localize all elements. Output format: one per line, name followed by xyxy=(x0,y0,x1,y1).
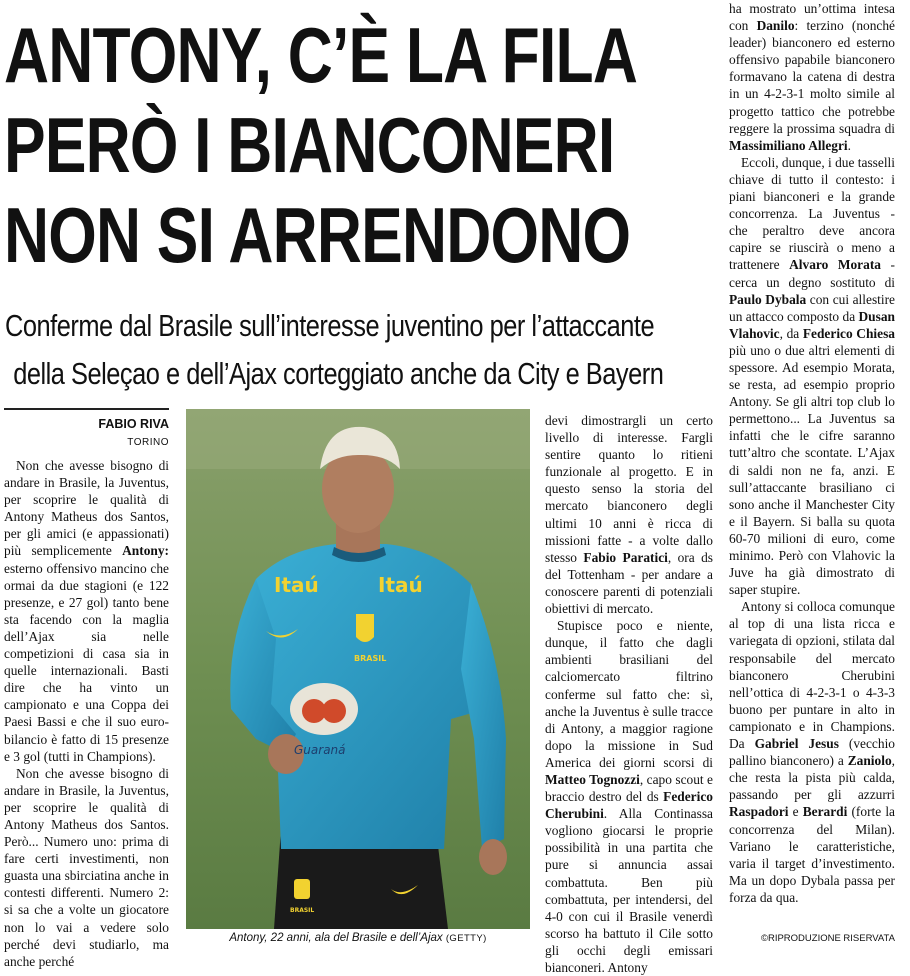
headline-line-1: ANTONY, C’È LA FILA xyxy=(4,11,638,99)
copyright-notice: ©RIPRODUZIONE RISERVATA xyxy=(760,933,895,944)
article-photo xyxy=(186,409,530,929)
headline-line-2: PERÒ I BIANCONERI xyxy=(4,101,615,189)
paragraph: devi dimostrargli un certo livello di interesse. Fargli sentire quanto lo ritieni funzionale al progetto. E in questo senso la storia del mercato bianconero degli ultimi 10 anni è ricca di missioni fatte - a volte dallo stesso Fabio Paratici, ora ds del Tottenham - per andare a conoscere parenti di potenziali obiettivi di mercato. xyxy=(545,413,713,617)
jersey-sponsor-guarana: Guaraná xyxy=(294,743,346,757)
shorts-brasil-text: BRASIL xyxy=(290,907,315,914)
article-column-1 xyxy=(4,457,169,970)
paragraph: ha mostrato un’ottima intesa con Danilo: terzino (nonché leader) bianconero ed esterno offensivo papabile bianconero formavano la catena di destra in un 4-2-3-1 molto simile al progetto tattico che potrebbe reggere la prossima squadra di Massimiliano Allegri. xyxy=(729,1,895,153)
paragraph: Stupisce poco e niente, dunque, il fatto che dagli ambienti brasiliani del calciomercato filtrino conferme sul fatto che: sì, anche la Juventus è sulle tracce di Antony, a maggior ragione dopo la missione in Sud America dei giorni scorsi di Matteo Tognozzi, capo scout e braccio destro del ds Federico Cherubini. Alla Continassa vogliono giocarsi le proprie possibilità in una partita che pure si annuncia assai combattuta. Ben più combattuta, per intendersi, del 4-0 con cui il Brasile venerdì scorso ha battuto il Cile sotto gli occhi degli emissari bianconeri. Antony xyxy=(545,618,713,975)
jersey-sponsor-right: Itaú xyxy=(378,573,423,597)
headline-line-3: NON SI ARRENDONO xyxy=(4,191,631,279)
paragraph: Antony si colloca comunque al top di una lista ricca e variegata di opzioni, stilata dal responsabile del mercato bianconero Cherubini nell’ottica di 4-2-3-1 o 4-3-3 buono per puntare in alto in campionato e in Champions. Da Gabriel Jesus (vecchio pallino bianconero) a Zaniolo, che resta la pista più calda, passando per gli azzurri Raspadori e Berardi (forte la concorrenza del Milan). Variano le caratteristiche, varia il target d’investimento. Ma un dopo Dybala passa per forza da qua. xyxy=(729,599,895,905)
photo-caption: Antony, 22 anni, ala del Brasile e dell’Ajax (GETTY) xyxy=(229,932,487,944)
paragraph: Non che avesse bisogno di andare in Brasile, la Juventus, per scoprire le qualità di Antony Matheus dos Santos, per gli amici (e appassionati) più semplicemente Antony: esterno offensivo mancino che ormai da due stagioni (e 122 presenze, e 27 gol) tanto bene sta facendo con la maglia dell’Ajax sia nelle competizioni di casa sia in quelle internazionali. Basti dire che ha vinto un campionato e una Coppa dei Paesi Bassi e che il suo euro-bilancio è fatto di 15 presenze e 3 gol (tutti in Champions). xyxy=(4,458,169,764)
paragraph: Eccoli, dunque, i due tasselli chiave di tutto il contesto: i piani bianconeri e la grande concorrenza. La Juventus - che peraltro deve ancora capire se riuscirà o meno a trattenere Alvaro Morata - cerca un degno sostituto di Paulo Dybala con cui allestire un attacco composto da Dusan Vlahovic, da Federico Chiesa più uno o due altri elementi di spessore. Ad esempio Morata, se resta, ad esempio proprio Antony. Se gli altri top club lo permettono... La Juventus sa infatti che le cifre saranno tutt’altro che scontate. L’Ajax di saldi non ne fa, anzi. E sull’attaccante brasiliano ci sono anche il Manchester City e il Bayern. Si balla su quota 60-70 milioni di euro, come minimo. Però con Vlahovic la Juve ha già dimostrato di saper stupire. xyxy=(729,154,895,598)
jersey-brasil-text: BRASIL xyxy=(354,654,387,663)
byline-author: FABIO RIVA xyxy=(98,417,169,431)
paragraph: Non che avesse bisogno di andare in Brasile, la Juventus, per scoprire le qualità di Antony Matheus dos Santos. Però... Numero uno: prima di fare certi investimenti, non guasta una sbirciatina anche in contesti differenti. Numero 2: si sa che a volte un giocatore non lo vai a vedere solo perché devi studiarlo, ma anche perché xyxy=(4,765,169,969)
headline xyxy=(4,10,638,280)
subheadline-line-2: della Seleçao e dell’Ajax corteggiato anche da City e Bayern xyxy=(13,356,664,391)
byline-divider xyxy=(4,408,169,410)
player-photo-illustration xyxy=(186,409,530,929)
article-column-2 xyxy=(545,412,713,976)
subheadline-line-1: Conferme dal Brasile sull’interesse juventino per l’attaccante xyxy=(5,308,655,343)
subheadline xyxy=(5,302,664,398)
article-column-3 xyxy=(729,0,895,906)
byline-place: TORINO xyxy=(127,437,169,448)
jersey-sponsor-left: Itaú xyxy=(274,573,319,597)
